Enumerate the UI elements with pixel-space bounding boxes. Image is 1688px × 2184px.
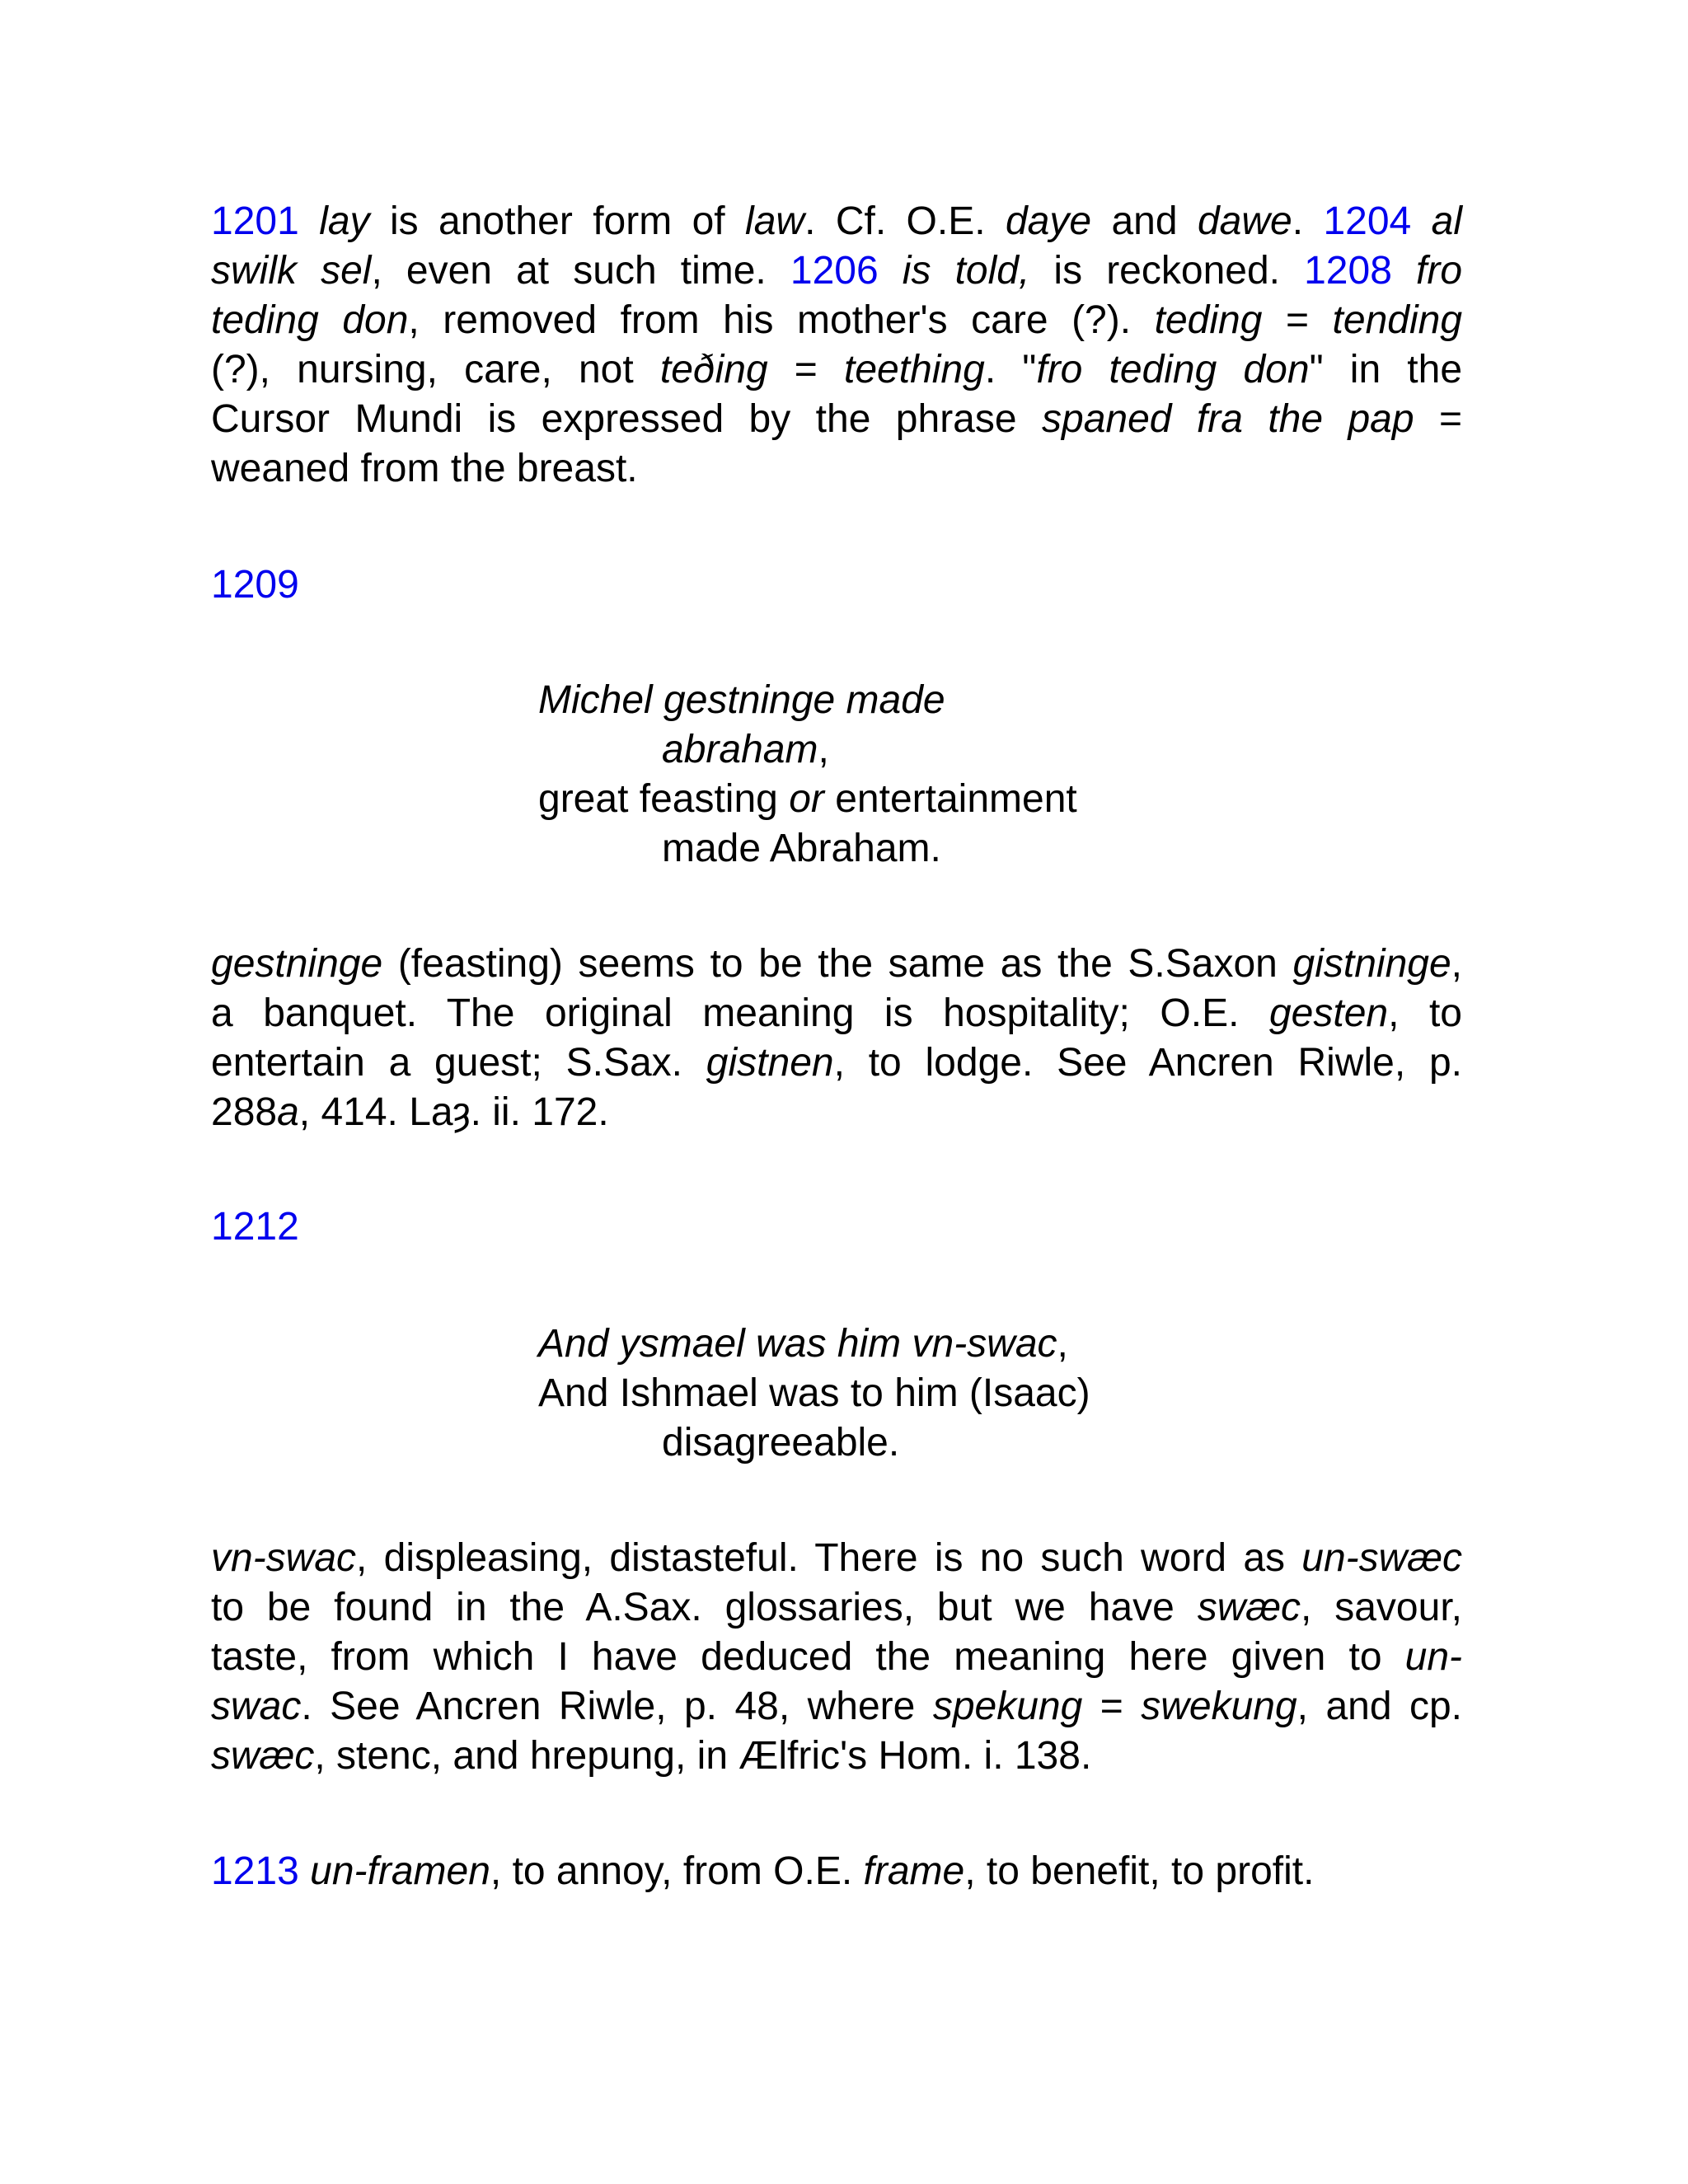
italic-text: tending (1332, 298, 1463, 342)
text-run: . " (984, 348, 1037, 391)
italic-text: or (789, 777, 824, 821)
text-run (1392, 249, 1416, 293)
italic-text: a (277, 1090, 299, 1134)
text-run: . (1292, 199, 1324, 243)
italic-text: un- (1404, 1635, 1462, 1679)
text-line (211, 1583, 1462, 1633)
text-line (211, 1202, 1462, 1252)
text-run: " in the (1309, 348, 1463, 391)
text-run: Cursor Mundi is expressed by the phrase (211, 397, 1042, 441)
text-run: taste, from which I have deduced the meaning here given to (211, 1635, 1405, 1679)
verse-quotation-1209 (538, 676, 1445, 874)
verse-continuation-line (538, 725, 1445, 775)
note-paragraph-1213 (211, 1847, 1462, 1896)
note-paragraph-vn-swac (211, 1534, 1462, 1781)
text-run: great feasting (538, 777, 790, 821)
text-line (211, 1633, 1462, 1682)
text-line (211, 1682, 1462, 1732)
italic-text: teding don (211, 298, 409, 342)
text-line (211, 1088, 1462, 1137)
text-line (538, 775, 1445, 824)
text-run: is reckoned. (1029, 249, 1305, 293)
text-run: to be found in the A.Sax. glossaries, but we have (211, 1586, 1198, 1629)
text-run: (?), nursing, care, not (211, 348, 660, 391)
text-line (211, 560, 1462, 610)
text-run: . Cf. O.E. (804, 199, 1006, 243)
text-run: , (1451, 942, 1462, 986)
text-line (211, 296, 1462, 345)
text-run: , (818, 728, 829, 771)
italic-text: And ysmael was him vn-swac (538, 1322, 1057, 1366)
text-run: weaned from the breast. (211, 447, 638, 490)
italic-text: teðing (659, 348, 768, 391)
text-run: , to annoy, from O.E. (490, 1849, 864, 1893)
text-line (211, 197, 1462, 246)
text-run: , savour, (1301, 1586, 1462, 1629)
italic-text: gistninge (1292, 942, 1451, 986)
text-run (299, 1849, 310, 1893)
text-run: , removed from his mother's care (?). (408, 298, 1155, 342)
text-run: , displeasing, distasteful. There is no such word as (356, 1536, 1302, 1580)
italic-text: daye (1005, 199, 1092, 243)
italic-text: Michel gestninge made (538, 678, 945, 722)
note-paragraph-gestninge (211, 940, 1462, 1137)
italic-text: un-swæc (1301, 1536, 1462, 1580)
text-run: disagreeable. (662, 1421, 900, 1465)
italic-text: dawe (1197, 199, 1292, 243)
text-run: , and cp. (1296, 1685, 1463, 1728)
italic-text: lay (319, 199, 370, 243)
italic-text: al (1431, 199, 1463, 243)
text-line (538, 1319, 1445, 1369)
italic-text: fro (1416, 249, 1463, 293)
text-run: made Abraham. (662, 827, 941, 870)
italic-text: teding (1154, 298, 1263, 342)
italic-text: gesten (1268, 991, 1389, 1035)
line-number-link[interactable]: 1206 (790, 249, 879, 293)
text-run: = (1082, 1685, 1142, 1728)
verse-continuation-line (538, 824, 1445, 874)
note-paragraph-1201 (211, 197, 1462, 494)
text-line (211, 444, 1462, 494)
italic-text: gestninge (211, 942, 383, 986)
text-run (879, 249, 903, 293)
text-run: (feasting) seems to be the same as the S.Saxon (382, 942, 1293, 986)
text-run: and (1091, 199, 1198, 243)
line-number-link[interactable]: 1208 (1304, 249, 1392, 293)
text-line (211, 1847, 1462, 1896)
text-line (538, 1369, 1445, 1418)
text-line (211, 345, 1462, 395)
text-run: = (1414, 397, 1463, 441)
text-run: , even at such time. (371, 249, 790, 293)
text-run: 288 (211, 1090, 278, 1134)
italic-text: swæc (1197, 1586, 1301, 1629)
text-run: , stenc, and hrepung, in Ælfric's Hom. i. 138. (314, 1734, 1092, 1778)
verse-continuation-line (538, 1418, 1445, 1468)
text-run: , to benefit, to profit. (964, 1849, 1315, 1893)
italic-text: un-framen (310, 1849, 490, 1893)
italic-text: swac (211, 1685, 302, 1728)
line-reference-1212 (211, 1202, 1462, 1252)
line-number-link[interactable]: 1204 (1323, 199, 1412, 243)
italic-text: gistnen (706, 1041, 834, 1085)
text-line (211, 1534, 1462, 1583)
line-number-link[interactable]: 1213 (211, 1849, 299, 1893)
italic-text: spaned fra the pap (1042, 397, 1414, 441)
text-run (1411, 199, 1431, 243)
text-run: entertain a guest; S.Sax. (211, 1041, 706, 1085)
text-line (211, 1732, 1462, 1781)
text-run: a banquet. The original meaning is hospitality; O.E. (211, 991, 1269, 1035)
text-run: is another form of (369, 199, 746, 243)
italic-text: is told, (902, 249, 1030, 293)
italic-text: fro teding don (1036, 348, 1310, 391)
italic-text: law (745, 199, 805, 243)
italic-text: swekung (1141, 1685, 1297, 1728)
verse-quotation-1212 (538, 1319, 1445, 1468)
text-run: And Ishmael was to him (Isaac) (538, 1371, 1090, 1415)
text-run: . See Ancren Riwle, p. 48, where (301, 1685, 933, 1728)
italic-text: abraham (662, 728, 818, 771)
italic-text: spekung (932, 1685, 1083, 1728)
text-line (211, 395, 1462, 444)
italic-text: vn-swac (211, 1536, 357, 1580)
italic-text: teething (844, 348, 985, 391)
text-run (299, 199, 319, 243)
text-line (538, 676, 1445, 725)
text-run: , (1057, 1322, 1068, 1366)
text-run: = (767, 348, 844, 391)
line-number-link[interactable]: 1212 (211, 1205, 299, 1249)
line-reference-1209 (211, 560, 1462, 610)
line-number-link[interactable]: 1209 (211, 563, 299, 607)
text-run: = (1262, 298, 1333, 342)
italic-text: frame (863, 1849, 965, 1893)
text-line (211, 1038, 1462, 1088)
text-run: , 414. Laȝ. ii. 172. (298, 1090, 609, 1134)
text-run: , to lodge. See Ancren Riwle, p. (833, 1041, 1462, 1085)
text-line (211, 940, 1462, 989)
text-run: entertainment (823, 777, 1077, 821)
italic-text: swilk sel (211, 249, 372, 293)
text-line (211, 246, 1462, 296)
text-line (211, 989, 1462, 1038)
line-number-link[interactable]: 1201 (211, 199, 299, 243)
text-run: , to (1388, 991, 1463, 1035)
italic-text: swæc (211, 1734, 315, 1778)
